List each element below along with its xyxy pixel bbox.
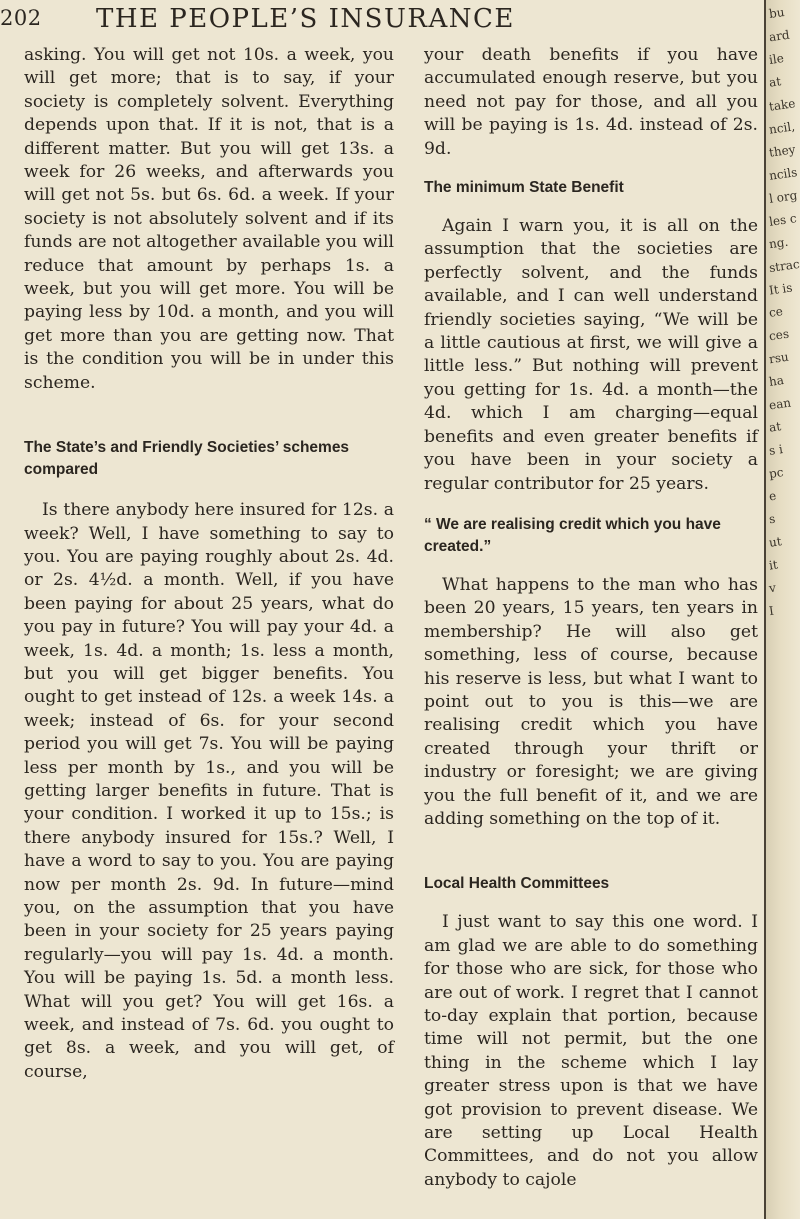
- paragraph: asking. You will get not 10s. a week, you will get more; that is to say, if your society is completely solvent. Everything depends upon that. If it is not, that is a different matter. But you will get 13s. a week for 26 weeks, and afterwards you will get not 5s. but 6s. 6d. a week. If your society is not absolutely solvent and if its funds are not altogether available you will reduce that amount by perhaps 1s. a week, but you will get more. You will be paying less by 10d. a month, and you will get more than you are getting now. That is the condition you will be in under this scheme.: [24, 45, 394, 393]
- edge-text-fragment: ut: [768, 534, 783, 550]
- edge-text-fragment: It is: [768, 280, 794, 298]
- edge-text-fragment: pc: [768, 465, 785, 481]
- spacer: [424, 831, 758, 873]
- edge-text-fragment: ces: [768, 326, 790, 344]
- edge-text-fragment: ard: [768, 27, 791, 45]
- edge-text-fragment: ile: [768, 51, 785, 67]
- adjacent-page-edge: [764, 0, 800, 1219]
- page-number: 202: [0, 6, 42, 30]
- spacer: [424, 496, 758, 514]
- section-heading: Local Health Committees: [424, 875, 610, 893]
- edge-text-fragment: rsu: [768, 349, 790, 367]
- left-column: [24, 44, 394, 1084]
- paragraph: Is there anybody here insured for 12s. a week? Well, I have something to say to you. You are paying roughly about 2s. 4d. or 2s. 4½d. a month. Well, if you have been paying for about 25 years, what do you pay in future? You will pay your 4d. a week, 1s. 4d. a month; 1s. less a month, but you will get bigger benefits. You ought to get instead of 12s. a week 14s. a week; instead of 6s. for your second period you will get 7s. You will be paying less per month by 1s., and you will be getting larger benefits in future. That is your condition. I worked it up to 15s.; is there anybody insured for 15s.? Well, I have a word to say to you. You are paying now per month 2s. 9d. In future—mind you, on the assumption that you have been in your society for 25 years paying regularly—you will pay 1s. 4d. a month. You will be paying 1s. 5d. a month less. What will you get? You will get 16s. a week, and instead of 7s. 6d. you ought to get 8s. a week, and you will get, of course,: [24, 500, 394, 1082]
- edge-text-fragment: ncil,: [768, 119, 796, 137]
- spacer: [424, 161, 758, 177]
- paragraph: I just want to say this one word. I am glad we are able to do something for those who are sick, for those who are out of work. I regret that I cannot to-day explain that portion, because time will not permit, but the one thing in the scheme which I lay greater stress upon is that we have got provision to prevent disease. We are setting up Local Health Committees, and do not you allow anybody to cajole: [424, 912, 758, 1190]
- edge-text-fragment: ha: [768, 373, 785, 389]
- paragraph: your death benefits if you have accumulated enough reserve, but you need not pay for those, and all you will be paying is 1s. 4d. instead of 2s. 9d.: [424, 45, 758, 159]
- edge-text-fragment: s i: [768, 442, 784, 458]
- edge-text-fragment: strac: [768, 256, 800, 276]
- section-heading: The minimum State Benefit: [424, 179, 624, 197]
- running-title: THE PEOPLE’S INSURANCE: [96, 4, 515, 34]
- quote-subheading: “ We are realising credit which you have created.”: [424, 515, 721, 555]
- edge-text-fragment: take: [768, 96, 797, 114]
- edge-text-fragment: I: [768, 603, 775, 619]
- edge-text-fragment: at: [768, 419, 782, 435]
- edge-text-fragment: they: [768, 142, 797, 160]
- edge-text-fragment: ng.: [768, 234, 790, 252]
- spacer: [24, 481, 394, 499]
- paragraph: What happens to the man who has been 20 years, 15 years, ten years in membership? He will also get something, less of course, because his reserve is less, but what I want to point out to you is this—we are realising credit which you have created through your thrift or industry or foresight; we are giving you the full benefit of it, and we are adding something on the top of it.: [424, 574, 758, 829]
- spacer: [424, 558, 758, 574]
- spacer: [424, 199, 758, 215]
- edge-text-fragment: e: [768, 488, 778, 504]
- edge-text-fragment: it: [768, 557, 779, 573]
- edge-text-fragment: les c: [768, 211, 798, 229]
- paragraph: Again I warn you, it is all on the assumption that the societies are perfectly solvent, and the funds available, and I can well understand friendly societies saying, “We will be a little cautious at first, we will give a little less.” But nothing will prevent you getting for 1s. 4d. a month—the 4d. which I am charging—equal benefits and even greater benefits if you have been in your society a regular contributor for 25 years.: [424, 216, 758, 494]
- edge-text-fragment: ncils: [768, 165, 799, 183]
- right-column: [424, 44, 758, 1192]
- spacer: [24, 395, 394, 437]
- section-heading: The State’s and Friendly Societies’ schemes compared: [24, 439, 350, 479]
- running-head: [0, 4, 770, 38]
- edge-text-fragment: bu: [768, 4, 786, 22]
- edge-text-fragment: at: [768, 74, 782, 90]
- edge-text-fragment: ce: [768, 304, 784, 320]
- edge-text-fragment: v: [768, 580, 777, 596]
- edge-text-fragment: ean: [768, 395, 792, 413]
- spacer: [424, 895, 758, 911]
- edge-text-fragment: s: [768, 511, 777, 527]
- edge-text-fragment: l org: [768, 188, 799, 206]
